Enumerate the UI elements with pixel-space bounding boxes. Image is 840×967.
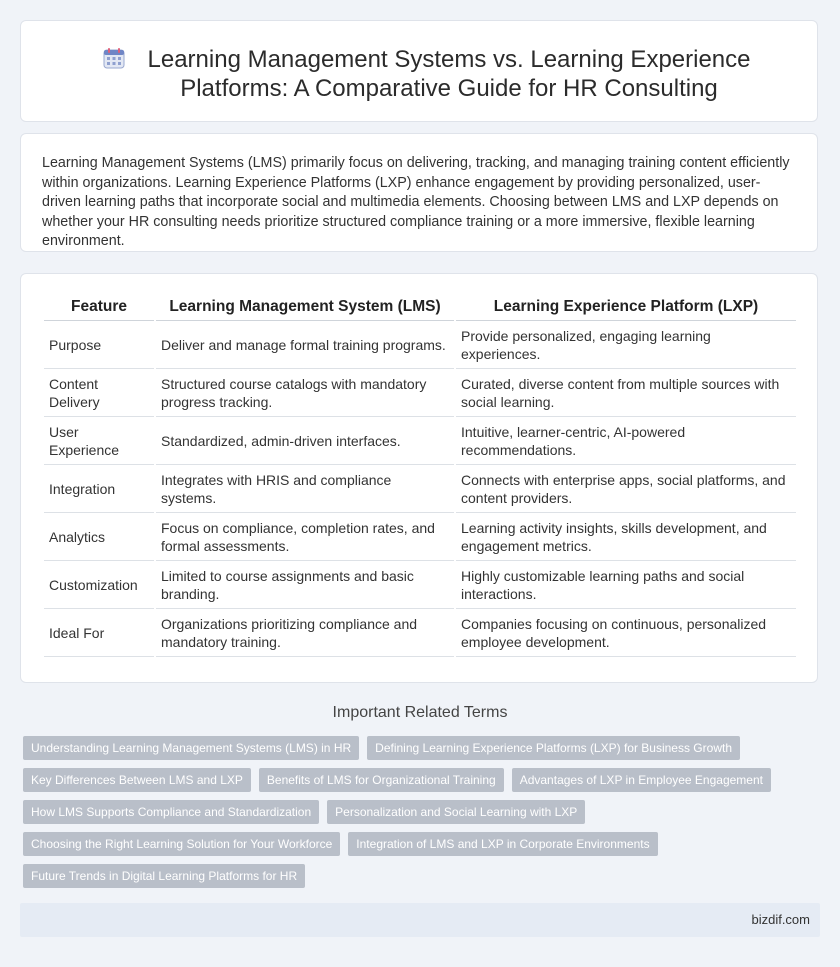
- lms-cell: Standardized, admin-driven interfaces.: [156, 417, 454, 465]
- related-term-tag[interactable]: Choosing the Right Learning Solution for Your Workforce: [23, 832, 340, 856]
- table-row: [44, 513, 796, 561]
- lxp-cell: Learning activity insights, skills development, and engagement metrics.: [456, 513, 796, 561]
- lxp-cell: Intuitive, learner-centric, AI-powered recommendations.: [456, 417, 796, 465]
- related-term-tag[interactable]: Understanding Learning Management Systems (LMS) in HR: [23, 736, 359, 760]
- comparison-table: [42, 294, 798, 657]
- related-term-tag[interactable]: Key Differences Between LMS and LXP: [23, 768, 251, 792]
- lms-cell: Limited to course assignments and basic branding.: [156, 561, 454, 609]
- page-title: Learning Management Systems vs. Learning Experience Platforms: A Comparative Guide for HR Consulting: [147, 46, 751, 102]
- header-lms: Learning Management System (LMS): [156, 294, 454, 321]
- related-terms-heading: Important Related Terms: [332, 704, 508, 721]
- intro-card: [20, 133, 818, 252]
- table-row: [44, 321, 796, 369]
- table-row: [44, 609, 796, 657]
- footer-brand-link[interactable]: bizdif.com: [751, 912, 810, 927]
- related-term-tag[interactable]: Integration of LMS and LXP in Corporate Environments: [348, 832, 657, 856]
- lxp-cell: Highly customizable learning paths and social interactions.: [456, 561, 796, 609]
- table-row: [44, 465, 796, 513]
- lms-cell: Focus on compliance, completion rates, and formal assessments.: [156, 513, 454, 561]
- table-row: [44, 369, 796, 417]
- related-term-tag[interactable]: Advantages of LXP in Employee Engagement: [512, 768, 771, 792]
- related-term-tag[interactable]: Benefits of LMS for Organizational Training: [259, 768, 504, 792]
- footer: [20, 903, 820, 937]
- feature-cell: Integration: [44, 465, 154, 513]
- feature-cell: Content Delivery: [44, 369, 154, 417]
- related-term-tag[interactable]: Personalization and Social Learning with LXP: [327, 800, 585, 824]
- table-header-row: [44, 294, 796, 321]
- related-terms-list: [23, 736, 813, 888]
- feature-cell: Purpose: [44, 321, 154, 369]
- header-lxp: Learning Experience Platform (LXP): [456, 294, 796, 321]
- lms-cell: Integrates with HRIS and compliance systems.: [156, 465, 454, 513]
- related-term-tag[interactable]: How LMS Supports Compliance and Standardization: [23, 800, 319, 824]
- lxp-cell: Provide personalized, engaging learning experiences.: [456, 321, 796, 369]
- feature-cell: Ideal For: [44, 609, 154, 657]
- related-term-tag[interactable]: Defining Learning Experience Platforms (LXP) for Business Growth: [367, 736, 740, 760]
- header-feature: Feature: [44, 294, 154, 321]
- lms-cell: Structured course catalogs with mandatory progress tracking.: [156, 369, 454, 417]
- table-row: [44, 561, 796, 609]
- table-row: [44, 417, 796, 465]
- lxp-cell: Connects with enterprise apps, social platforms, and content providers.: [456, 465, 796, 513]
- comparison-table-card: [20, 273, 818, 683]
- title-card: [20, 20, 818, 122]
- feature-cell: User Experience: [44, 417, 154, 465]
- lms-cell: Organizations prioritizing compliance and mandatory training.: [156, 609, 454, 657]
- intro-paragraph: Learning Management Systems (LMS) primarily focus on delivering, tracking, and managing training content efficiently within organizations. Learning Experience Platforms (LXP) enhance engagement by providing personalized, user-driven learning paths that incorporate social and multimedia elements. Choosing between LMS and LXP depends on whether your HR consulting needs prioritize structured compliance training or a more immersive, flexible learning environment.: [42, 155, 790, 249]
- lms-cell: Deliver and manage formal training programs.: [156, 321, 454, 369]
- feature-cell: Customization: [44, 561, 154, 609]
- lxp-cell: Curated, diverse content from multiple sources with social learning.: [456, 369, 796, 417]
- lxp-cell: Companies focusing on continuous, personalized employee development.: [456, 609, 796, 657]
- related-term-tag[interactable]: Future Trends in Digital Learning Platforms for HR: [23, 864, 305, 888]
- feature-cell: Analytics: [44, 513, 154, 561]
